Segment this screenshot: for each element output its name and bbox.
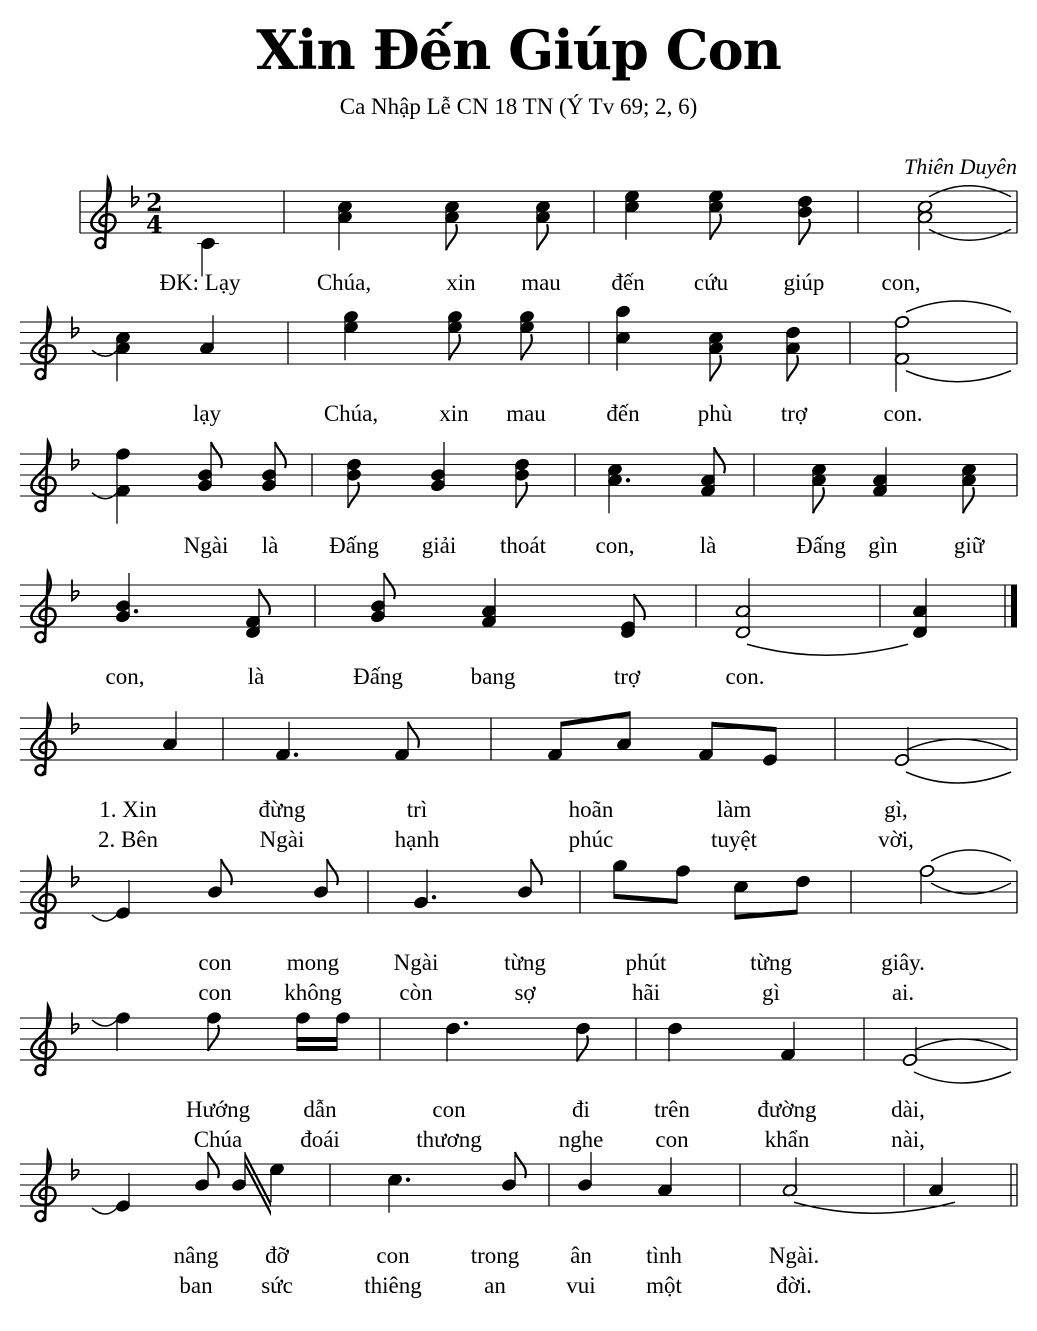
lyric-syllable: trì [406, 797, 428, 822]
flat-sign [72, 866, 79, 887]
lyric-syllable: thương [416, 1127, 482, 1152]
lyric-syllable: thiêng [364, 1273, 422, 1298]
lyric-syllable: 1. Xin [99, 797, 157, 822]
lyric-syllable: phúc [568, 827, 614, 852]
note-flag [710, 214, 721, 240]
final-barline [1011, 585, 1017, 627]
lyric-syllable: đời. [776, 1273, 812, 1298]
beam [245, 1161, 271, 1216]
lyric-syllable: đoái [300, 1127, 340, 1152]
note-flag [963, 487, 974, 513]
lyric-syllable: ĐK: Lạy [159, 270, 241, 295]
lyric-syllable: con. [725, 664, 765, 689]
lyric-syllable: trợ [780, 401, 808, 426]
dot [406, 1178, 410, 1182]
lyric-syllable: từng [750, 950, 792, 975]
note-flag [521, 334, 532, 360]
tie [92, 915, 117, 921]
lyric-syllable: vời, [878, 827, 914, 852]
lyric-syllable: gì, [884, 797, 908, 822]
flat-sign [132, 186, 139, 207]
lyric-syllable: Chúa, [316, 270, 372, 295]
lyric-syllable: Chúa, [323, 401, 379, 426]
staff-system [20, 1006, 1017, 1152]
song-subtitle: Ca Nhập Lễ CN 18 TN (Ý Tv 69; 2, 6) [339, 94, 698, 119]
lyric-syllable: là [699, 533, 717, 558]
staff-system [20, 850, 1017, 1005]
lyric-syllable: con [655, 1127, 689, 1152]
staff-system [20, 442, 1017, 558]
flat-sign [72, 580, 79, 601]
staff-system [80, 179, 1017, 295]
lyric-syllable: hoãn [568, 797, 614, 822]
note-flag [710, 355, 721, 381]
tie [92, 1020, 117, 1026]
lyric-syllable: Đấng [329, 533, 379, 558]
lyric-syllable: đi [572, 1097, 590, 1122]
composer-name: Thiên Duyên [903, 154, 1017, 179]
treble-clef [31, 1006, 55, 1075]
lyric-syllable: sức [261, 1273, 293, 1298]
lyric-syllable: gì [762, 980, 780, 1005]
lyric-syllable: khẩn [764, 1127, 810, 1152]
flat-sign [72, 1159, 79, 1180]
lyric-syllable: phù [697, 401, 733, 426]
lyric-syllable: tuyệt [711, 827, 757, 852]
lyric-syllable: gìn [868, 533, 898, 558]
tie [931, 850, 1011, 861]
lyric-syllable: là [247, 664, 265, 689]
lyric-syllable: dài, [891, 1097, 925, 1122]
lyric-syllable: đến [611, 270, 645, 295]
lyric-syllable: từng [504, 950, 546, 975]
note-flag [813, 487, 824, 513]
tie [906, 371, 1011, 382]
lyric-syllable: xin [446, 270, 476, 295]
beam [712, 722, 776, 732]
lyric-syllable: 2. Bên [97, 827, 159, 852]
note-flag [408, 722, 419, 748]
lyric-syllable: giúp [783, 270, 825, 295]
lyric-syllable: mau [521, 270, 561, 295]
lyric-syllable: giây. [881, 950, 925, 975]
tie [794, 1202, 955, 1213]
lyric-syllable: nâng [173, 1243, 219, 1268]
dot [134, 609, 138, 613]
beam [561, 711, 630, 727]
lyric-syllable: Hướng [185, 1097, 251, 1122]
lyric-syllable: dẫn [303, 1097, 337, 1122]
lyric-syllable: con, [105, 664, 145, 689]
lyric-syllable: Ngài [393, 950, 439, 975]
tie [906, 772, 1011, 783]
beam [245, 1152, 271, 1207]
lyric-syllable: sợ [514, 980, 536, 1005]
lyric-syllable: Ngài [183, 533, 229, 558]
note-flag [446, 224, 457, 250]
beam [297, 1037, 337, 1042]
treble-clef [31, 859, 55, 928]
song-title: Xin Đến Giúp Con [256, 18, 781, 82]
tie [906, 301, 1011, 312]
note-flag [259, 589, 270, 615]
flat-sign [72, 713, 79, 734]
dot [626, 478, 630, 482]
note-flag [714, 447, 725, 473]
time-signature-bottom: 4 [146, 210, 163, 239]
lyric-syllable: trên [654, 1097, 690, 1122]
staff-system [20, 706, 1017, 852]
note-flag [537, 224, 548, 250]
lyric-syllable: Đấng [796, 533, 846, 558]
lyric-syllable: ai. [891, 980, 915, 1005]
lyric-syllable: con. [883, 401, 923, 426]
lyric-syllable: trợ [613, 664, 641, 689]
lyric-syllable: không [284, 980, 342, 1005]
lyric-syllable: bang [470, 664, 516, 689]
lyric-syllable: con [432, 1097, 466, 1122]
treble-clef [31, 310, 55, 379]
staff-system [20, 301, 1017, 426]
lyric-syllable: Ngài. [768, 1243, 820, 1268]
lyric-syllable: Ngài [259, 827, 305, 852]
lyric-syllable: giải [421, 533, 457, 558]
lyric-syllable: con [198, 950, 232, 975]
lyric-syllable: ân [570, 1243, 592, 1268]
note-flag [787, 355, 798, 381]
lyric-syllable: hạnh [394, 827, 440, 852]
lyric-syllable: con [198, 980, 232, 1005]
tie [914, 1072, 1011, 1083]
lyric-syllable: con [376, 1243, 410, 1268]
time-signature-top: 2 [146, 188, 163, 217]
lyric-syllable: tình [646, 1243, 682, 1268]
lyric-syllable: con, [881, 270, 921, 295]
lyric-syllable: xin [439, 401, 469, 426]
treble-clef [31, 573, 55, 642]
lyric-syllable: một [646, 1273, 682, 1298]
lyric-syllable: hãi [631, 980, 661, 1005]
lyric-syllable: ban [179, 1273, 213, 1298]
dot [432, 895, 436, 899]
lyric-syllable: lạy [192, 401, 222, 426]
dot [464, 1021, 468, 1025]
lyric-syllable: cứu [693, 270, 729, 295]
flat-sign [72, 449, 79, 470]
beam [297, 1046, 337, 1051]
tie [914, 1039, 1011, 1050]
lyric-syllable: mau [506, 401, 546, 426]
lyric-syllable: Chúa [193, 1127, 243, 1152]
lyric-syllable: đừng [258, 797, 306, 822]
lyric-syllable: Đấng [353, 664, 403, 689]
lyric-syllable: là [261, 533, 279, 558]
treble-clef [91, 179, 115, 248]
dot [294, 753, 298, 757]
lyric-syllable: phút [625, 950, 667, 975]
staff-system [20, 573, 1017, 689]
tie [929, 229, 1011, 240]
flat-sign [72, 317, 79, 338]
beam [735, 910, 797, 920]
lyric-syllable: mong [286, 950, 340, 975]
lyric-syllable: giữ [953, 533, 985, 558]
lyric-syllable: nài, [891, 1127, 925, 1152]
tie [906, 739, 1011, 750]
lyric-syllable: làm [716, 797, 752, 822]
treble-clef [31, 1152, 55, 1221]
flat-sign [72, 1013, 79, 1034]
lyric-syllable: vui [566, 1273, 596, 1298]
tie [747, 644, 908, 655]
staff-system [20, 1152, 1017, 1298]
lyric-syllable: an [484, 1273, 506, 1298]
treble-clef [31, 442, 55, 511]
lyric-syllable: nghe [558, 1127, 604, 1152]
lyric-syllable: con, [595, 533, 635, 558]
lyric-syllable: còn [399, 980, 433, 1005]
lyric-syllable: đường [757, 1097, 817, 1122]
tie [92, 1208, 117, 1214]
lyric-syllable: thoát [500, 533, 546, 558]
note-flag [449, 334, 460, 360]
lyric-syllable: trong [470, 1243, 520, 1268]
lyric-syllable: đỡ [265, 1243, 289, 1268]
treble-clef [31, 706, 55, 775]
lyric-syllable: đến [606, 401, 640, 426]
